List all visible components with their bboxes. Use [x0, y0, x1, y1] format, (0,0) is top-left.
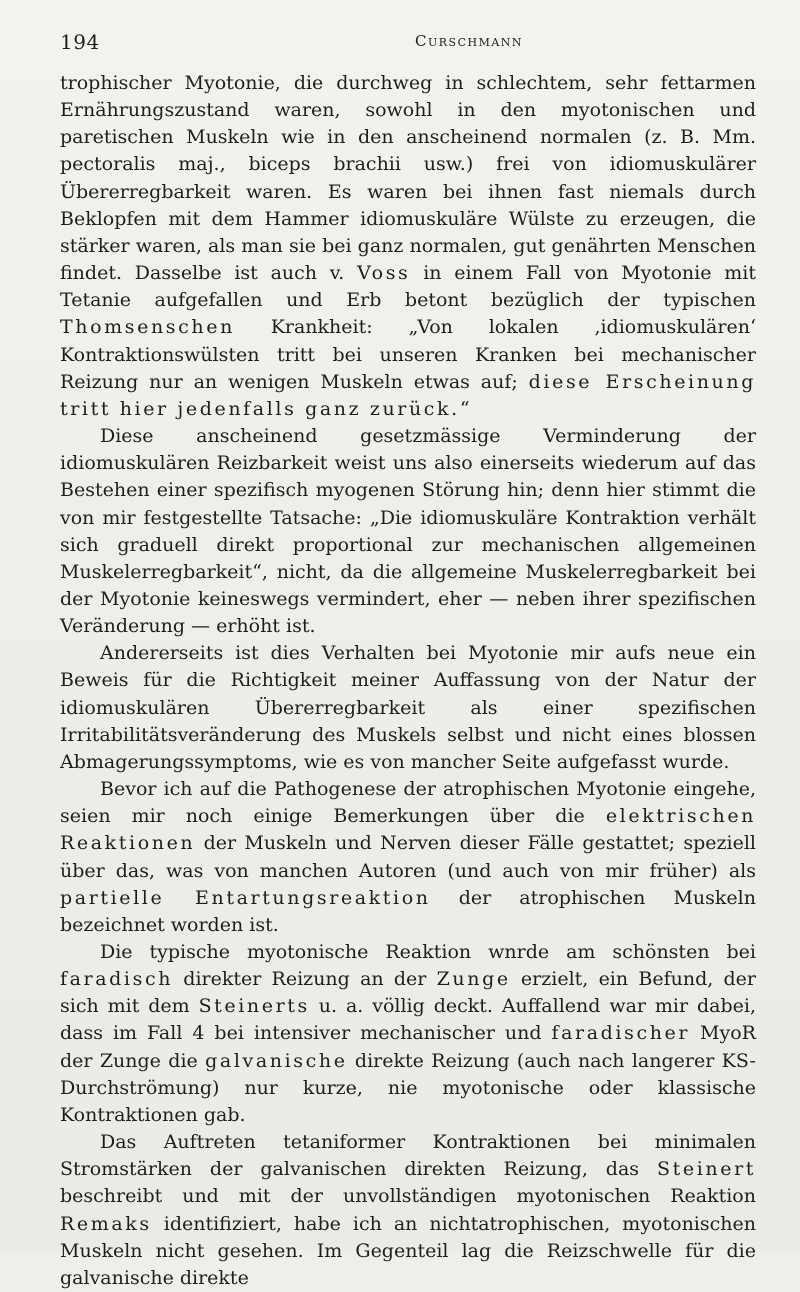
spaced-emphasis-text: Steinert [657, 1158, 756, 1181]
spaced-emphasis-text: Thomsenschen [60, 316, 235, 339]
spaced-emphasis-text: diese Erscheinung tritt hier jedenfalls ganz zurück. [60, 370, 756, 420]
spaced-emphasis-text: faradischer [551, 1022, 691, 1045]
text-segment: der Muskeln und Nerven dieser Fälle gestattet; speziell über das, was von manchen Autoren (und auch von mir früher) als [60, 832, 756, 882]
text-segment: Andererseits ist dies Verhalten bei Myotonie mir aufs neue ein Beweis für die Richtigkeit meiner Auffassung von der Natur der idiomuskulären Übererregbarkeit als einer spezifischen Irritabilitätsveränderung des Muskels selbst und nicht eines blossen Abmagerungssymptoms, wie es von mancher Seite aufgefasst wurde. [60, 642, 756, 773]
spaced-emphasis-text: galvanische [205, 1049, 348, 1072]
text-segment: Die typische myotonische Reaktion wnrde am schönsten bei [100, 941, 756, 963]
spaced-emphasis-text: partielle Entartungsreaktion [60, 886, 431, 909]
spaced-emphasis-text: Steinerts [198, 995, 310, 1018]
bleed-through-shadow [0, 1205, 800, 1235]
text-segment: direkter Reizung an der [173, 968, 437, 991]
spaced-emphasis-text: Zunge [436, 968, 511, 991]
spaced-emphasis-text: elektrischen Reaktionen [60, 805, 756, 855]
paragraph [60, 423, 756, 640]
spaced-emphasis-text: Remaks [60, 1212, 152, 1235]
paragraph [60, 70, 756, 423]
text-segment: identifiziert, habe ich an nichtatrophischen, myotonischen Muskeln nicht gesehen. Im Gegenteil lag die Reizschwelle für die galvanische direkte [60, 1212, 756, 1289]
text-segment: Das Auftreten tetaniformer Kontraktionen bei minimalen Stromstärken der galvanischen direkten Reizung, das [60, 1131, 756, 1181]
spaced-emphasis-text: Voss [357, 262, 411, 285]
text-segment: erzielt, ein Befund, der sich mit dem [60, 968, 756, 1018]
text-segment: der atrophischen Muskeln bezeichnet worden ist. [60, 886, 756, 936]
page-number: 194 [60, 30, 100, 54]
paragraph [60, 776, 756, 939]
text-segment: Krankheit: „Von lokalen ‚idiomuskulären‘ Kontraktionswülsten tritt bei unseren Kranken bei mechanischer Reizung nur an wenigen Muskeln etwas auf; [60, 316, 756, 393]
text-segment: direkte Reizung (auch nach langerer KS-Durchströmung) nur kurze, nie myotonische oder klassische Kontraktionen gab. [60, 1049, 756, 1126]
text-segment: Bevor ich auf die Pathogenese der atrophischen Myotonie eingehe, seien mir noch einige Bemerkungen über die [60, 778, 756, 828]
running-head: Curschmann [415, 32, 524, 50]
text-segment: “ [459, 397, 470, 420]
text-segment: Diese anscheinend gesetzmässige Verminderung der idiomuskulären Reizbarkeit weist uns also einerseits wiederum auf das Bestehen einer spezifisch myogenen Störung hin; denn hier stimmt die von mir festgestellte Tatsache: „Die idiomuskuläre Kontraktion verhält sich graduell direkt proportional zur mechanischen allgemeinen Muskelerregbarkeit“, nicht, da die allgemeine Muskelerregbarkeit bei der Myotonie keineswegs vermindert, eher — neben ihrer spezifischen Veränderung — erhöht ist. [60, 425, 756, 638]
spaced-emphasis-text: faradisch [60, 968, 174, 991]
text-segment: trophischer Myotonie, die durchweg in schlechtem, sehr fettarmen Ernährungszustand waren, sowohl in den myotonischen und paretischen Muskeln wie in den anscheinend normalen (z. B. Mm. pectoralis maj., biceps brachii usw.) frei von idiomuskulärer Übererregbarkeit waren. Es waren bei ihnen fast niemals durch Beklopfen mit dem Hammer idiomuskuläre Wülste zu erzeugen, die stärker waren, als man sie bei ganz normalen, gut genährten Menschen findet. Dasselbe ist auch v. [60, 72, 756, 285]
text-segment: u. a. völlig deckt. Auffallend war mir dabei, dass im Fall 4 bei intensiver mechanischer und [60, 995, 756, 1045]
text-segment: beschreibt und mit der unvollständigen myotonischen Reaktion [60, 1185, 756, 1208]
text-segment: in einem Fall von Myotonie mit Tetanie aufgefallen und Erb betont bezüglich der typischen [60, 262, 756, 312]
page-header [60, 28, 760, 60]
paragraph [60, 939, 756, 1129]
text-segment: MyoR der Zunge die [60, 1022, 756, 1072]
body-text [60, 70, 756, 1292]
paragraph [60, 640, 756, 776]
